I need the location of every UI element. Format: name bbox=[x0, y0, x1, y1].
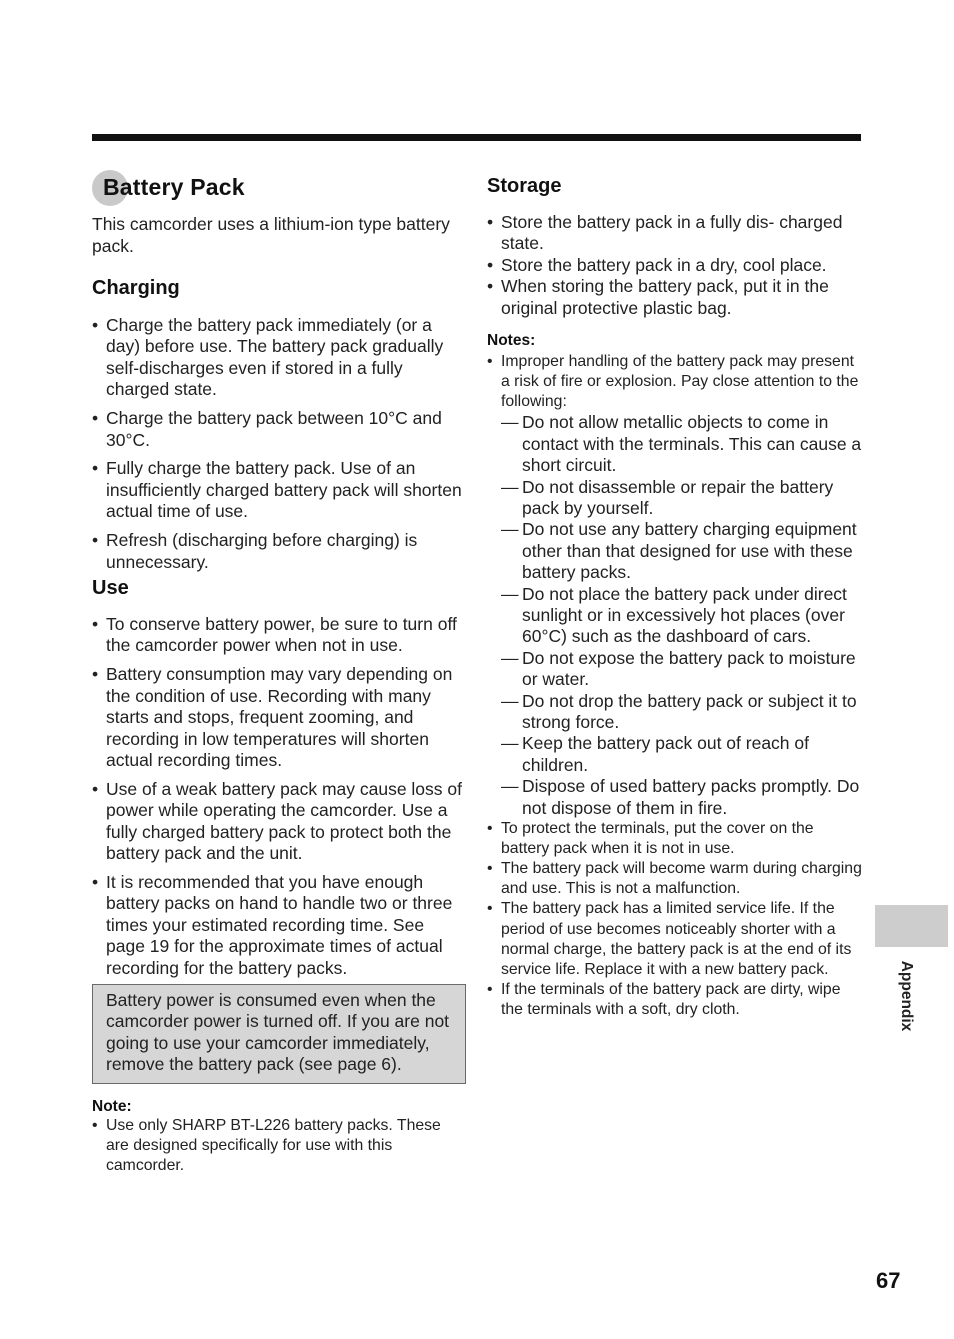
notes-list bbox=[487, 352, 863, 1020]
list-item: • Battery consumption may vary depending on the condition of use. Recording with many starts and stops, frequent zooming, and recording in low temperatures will shorten actual recording times. bbox=[92, 664, 466, 771]
notes-label: Notes: bbox=[487, 332, 536, 350]
left-column bbox=[92, 170, 466, 1176]
list-item: • Charge the battery pack immediately (or a day) before use. The battery pack gradually self-discharges even if stored in a fully charged state. bbox=[92, 315, 466, 401]
use-heading: Use bbox=[92, 576, 129, 599]
list-item: • The battery pack has a limited service life. If the period of use becomes noticeably shorter with a normal charge, the battery pack is at the end of its service life. Replace it with a new battery pack. bbox=[487, 899, 863, 979]
side-tab bbox=[875, 905, 948, 947]
storage-list bbox=[487, 212, 863, 319]
dash-list bbox=[501, 412, 863, 819]
use-list bbox=[92, 614, 466, 979]
right-column bbox=[487, 170, 863, 1020]
notes-first-text: Improper handling of the battery pack may present a risk of fire or explosion. Pay close attention to the following: bbox=[501, 353, 859, 411]
list-item: • Refresh (discharging before charging) is unnecessary. bbox=[92, 530, 466, 573]
dash-item: — Do not drop the battery pack or subject it to strong force. bbox=[501, 691, 863, 734]
info-box: Battery power is consumed even when the camcorder power is turned off. If you are not going to use your camcorder immediately, remove the battery pack (see page 6). bbox=[92, 984, 466, 1084]
list-item: • To protect the terminals, put the cover on the battery pack when it is not in use. bbox=[487, 819, 863, 859]
dash-item: — Do not place the battery pack under direct sunlight or in excessively hot places (over 60°C) such as the dashboard of cars. bbox=[501, 584, 863, 648]
list-item: • Use only SHARP BT-L226 battery packs. These are designed specifically for use with this camcorder. bbox=[92, 1116, 466, 1176]
section-title bbox=[92, 170, 466, 206]
note-label: Note: bbox=[92, 1097, 132, 1115]
list-item: • The battery pack will become warm during charging and use. This is not a malfunction. bbox=[487, 859, 863, 899]
note-list bbox=[92, 1116, 466, 1176]
top-rule bbox=[92, 134, 861, 141]
dash-item: — Keep the battery pack out of reach of children. bbox=[501, 733, 863, 776]
list-item: • To conserve battery power, be sure to turn off the camcorder power when not in use. bbox=[92, 614, 466, 657]
intro-text: This camcorder uses a lithium-ion type battery pack. bbox=[92, 214, 450, 256]
dash-item: — Do not disassemble or repair the battery pack by yourself. bbox=[501, 477, 863, 520]
page-title: Battery Pack bbox=[103, 174, 245, 200]
list-item: • Charge the battery pack between 10°C and 30°C. bbox=[92, 408, 466, 451]
list-item: • When storing the battery pack, put it in the original protective plastic bag. bbox=[487, 276, 863, 319]
page-number: 67 bbox=[876, 1268, 901, 1293]
list-item bbox=[487, 352, 863, 819]
dash-item: — Do not use any battery charging equipment other than that designed for use with these battery packs. bbox=[501, 519, 863, 583]
dash-item: — Do not allow metallic objects to come in contact with the terminals. This can cause a short circuit. bbox=[501, 412, 863, 476]
list-item: • Store the battery pack in a fully dis- charged state. bbox=[487, 212, 863, 255]
storage-heading: Storage bbox=[487, 175, 562, 197]
dash-item: — Dispose of used battery packs promptly. Do not dispose of them in fire. bbox=[501, 776, 863, 819]
list-item: • Fully charge the battery pack. Use of an insufficiently charged battery pack will shorten actual time of use. bbox=[92, 458, 466, 522]
list-item: • It is recommended that you have enough battery packs on hand to handle two or three times your estimated recording time. See page 19 for the approximate times of actual recording for the battery packs. bbox=[92, 872, 466, 979]
list-item: • Use of a weak battery pack may cause loss of power while operating the camcorder. Use a fully charged battery pack to protect both the battery pack and the unit. bbox=[92, 779, 466, 865]
charging-list bbox=[92, 315, 466, 573]
dash-item: — Do not expose the battery pack to moisture or water. bbox=[501, 648, 863, 691]
section-side-label: Appendix bbox=[898, 960, 915, 1032]
charging-heading: Charging bbox=[92, 277, 180, 299]
list-item: • If the terminals of the battery pack are dirty, wipe the terminals with a soft, dry cloth. bbox=[487, 980, 863, 1020]
list-item: • Store the battery pack in a dry, cool place. bbox=[487, 255, 863, 276]
